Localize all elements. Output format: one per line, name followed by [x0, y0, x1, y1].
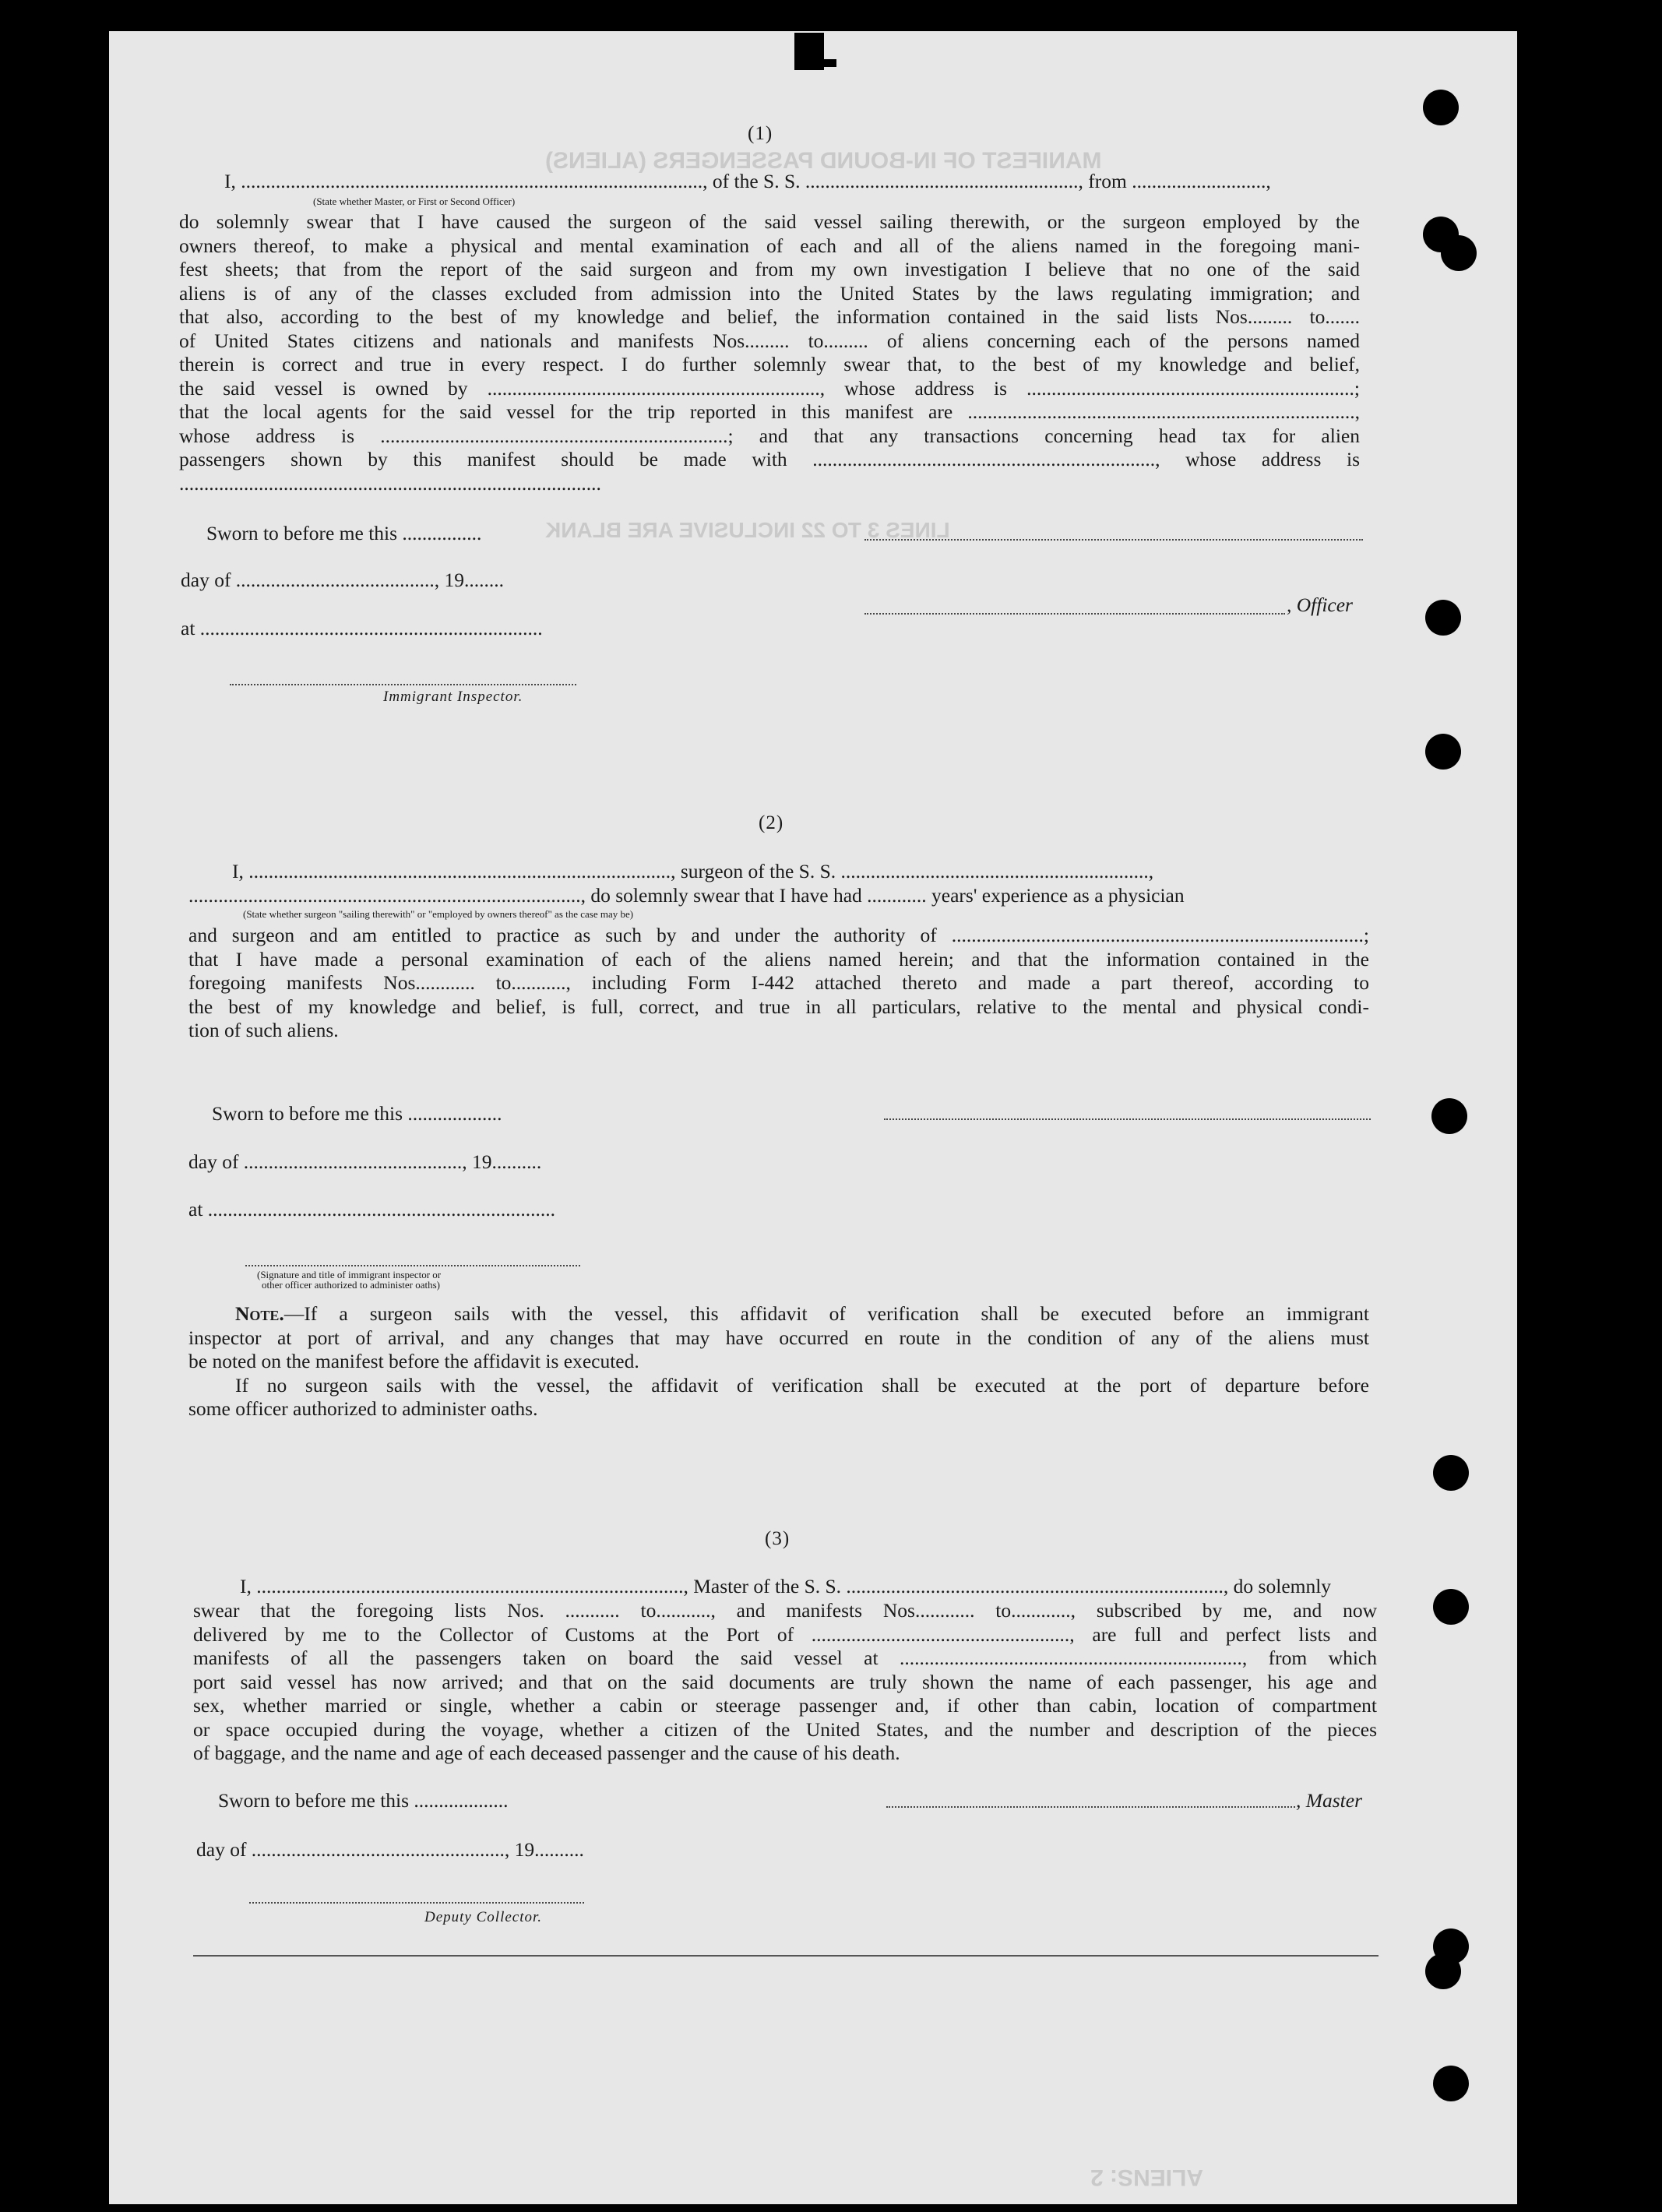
note-label: Note.: [235, 1302, 284, 1325]
text-line: port said vessel has now arrived; and that on the said documents are truly shown the name of each passenger, his age and: [193, 1670, 1377, 1693]
bottom-rule: [193, 1955, 1379, 1957]
master-label: , Master: [1296, 1789, 1362, 1812]
text-line: aliens is of any of the classes excluded from admission into the United States by the laws regulating immigration; and: [179, 281, 1360, 305]
sworn-line: Sworn to before me this ................: [206, 522, 482, 544]
section2-oath-text: [188, 924, 1369, 1043]
text-line: inspector at port of arrival, and any changes that may have occurred en route in the condition of any of the aliens must: [188, 1326, 1369, 1349]
oath-line: I, ....................................................................................., surgeon of the S. S. ..............................................................,: [232, 860, 1154, 882]
text-line: —If a surgeon sails with the vessel, this affidavit of verification shall be executed before an immigrant: [283, 1302, 1369, 1325]
bleed-through-text: MANIFEST OF IN-BOUND PASSENGERS (ALIENS): [545, 148, 1102, 174]
officer-label: , Officer: [1287, 594, 1353, 616]
section3-oath-text: [193, 1599, 1377, 1766]
oath-line: ..............................................................................., do solemnly swear that I have had ............ years' experience as a physician: [188, 884, 1185, 907]
text-line: whose address is ......................................................................; and that any transactions concerning head tax for alien: [179, 424, 1360, 447]
inspector-signature-line: [245, 1265, 580, 1266]
officer-signature-line: [864, 613, 1285, 615]
field-note: (State whether surgeon "sailing therewith" or "employed by owners thereof" as the case may be): [243, 908, 634, 920]
text-line: swear that the foregoing lists Nos. ........... to..........., and manifests Nos............ to............, subscribed by me, and now: [193, 1599, 1377, 1622]
manifest-back-page: [109, 31, 1517, 2204]
text-line: tion of such aliens.: [188, 1019, 339, 1041]
day-line: day of ..................................................., 19..........: [196, 1838, 584, 1861]
text-line: passengers shown by this manifest should be made with ....................................................................., whose address is: [179, 448, 1360, 470]
text-line: fest sheets; that from the report of the said surgeon and from my own investigation I believe that no one of the said: [179, 258, 1360, 280]
text-line: foregoing manifests Nos............ to..........., including Form I-442 attached thereto and made a part thereof, according to: [188, 971, 1369, 994]
oath-line: I, ............................................................................................., of the S. S. ......................................................., from ...........................,: [224, 170, 1271, 192]
text-line: or space occupied during the voyage, whether a citizen of the United States, and the number and description of the pieces: [193, 1717, 1377, 1741]
day-line: day of ........................................, 19........: [181, 569, 505, 591]
punch-hole: [1433, 2066, 1469, 2101]
text-line: do solemnly swear that I have caused the surgeon of the said vessel sailing therewith, or the surgeon employed by the: [179, 210, 1360, 233]
note-paragraph: [188, 1302, 1369, 1421]
signature-line: [864, 539, 1363, 541]
text-line: therein is correct and true in every respect. I do further solemnly swear that, to the best of my knowledge and belief,: [179, 353, 1360, 375]
punch-hole: [1425, 734, 1461, 770]
binding-mark: [794, 33, 824, 70]
text-line: be noted on the manifest before the affidavit is executed.: [188, 1350, 639, 1372]
punch-hole: [1433, 1455, 1469, 1491]
text-line: If no surgeon sails with the vessel, the affidavit of verification shall be executed at the port of departure before: [235, 1373, 1369, 1397]
punch-hole: [1425, 600, 1461, 636]
signature-note: (Signature and title of immigrant inspector or: [257, 1269, 442, 1280]
text-line: the best of my knowledge and belief, is full, correct, and true in all particulars, relative to the mental and physical condi-: [188, 995, 1369, 1018]
field-note: (State whether Master, or First or Second Officer): [313, 195, 516, 207]
text-line: owners thereof, to make a physical and mental examination of each and all of the aliens named in the foregoing mani-: [179, 234, 1360, 257]
text-line: the said vessel is owned by ..................................................................., whose address is ..................................................................;: [179, 376, 1360, 400]
text-line: of United States citizens and nationals and manifests Nos......... to......... of aliens concerning each of the persons named: [179, 329, 1360, 352]
binding-mark: [824, 59, 836, 67]
sworn-line: Sworn to before me this ...................: [218, 1789, 509, 1812]
oath-line: I, ......................................................................................, Master of the S. S. ............................................................................, do solemnly: [240, 1575, 1332, 1597]
text-line: sex, whether married or single, whether a cabin or steerage passenger and, if other than cabin, location of compartment: [193, 1694, 1377, 1717]
sworn-line: Sworn to before me this ...................: [212, 1102, 502, 1125]
bleed-through-text: LINES 3 TO 22 INCLUSIVE ARE BLANK: [545, 518, 950, 542]
punch-hole: [1431, 1098, 1467, 1134]
at-line: at .....................................................................: [181, 617, 543, 639]
day-line: day of ............................................, 19..........: [188, 1150, 542, 1173]
text-line: of baggage, and the name and age of each deceased passenger and the cause of his death.: [193, 1742, 900, 1764]
master-signature-line: [886, 1806, 1295, 1808]
section-number: (1): [748, 123, 773, 144]
collector-label: Deputy Collector.: [424, 1909, 543, 1925]
at-line: at ......................................................................: [188, 1198, 556, 1220]
text-line: and surgeon and am entitled to practice as such by and under the authority of ...................................................................................;: [188, 924, 1369, 946]
section-number: (3): [765, 1528, 791, 1549]
collector-signature-line: [249, 1902, 584, 1904]
text-line: some officer authorized to administer oaths.: [188, 1397, 538, 1420]
punch-hole: [1425, 1953, 1461, 1989]
page-stamp: ALIENS: 2: [1090, 2164, 1204, 2190]
text-line: that the local agents for the said vessel for the trip reported in this manifest are ..............................................................................,: [179, 400, 1360, 423]
punch-hole: [1423, 90, 1459, 125]
text-line: that also, according to the best of my knowledge and belief, the information contained in the said lists Nos......... to.......: [179, 305, 1360, 328]
punch-hole: [1433, 1589, 1469, 1625]
signature-note: other officer authorized to administer oaths): [262, 1279, 440, 1291]
text-line: manifests of all the passengers taken on board the said vessel at ....................................................................., from which: [193, 1647, 1377, 1669]
text-line: that I have made a personal examination of each of the aliens named herein; and that the information contained in the: [188, 947, 1369, 970]
signature-line: [884, 1118, 1371, 1120]
text-line: delivered by me to the Collector of Customs at the Port of ...................................................., are full and perfect lists and: [193, 1622, 1377, 1646]
inspector-label: Immigrant Inspector.: [383, 689, 523, 705]
punch-hole: [1441, 235, 1477, 271]
text-line: .....................................................................................: [179, 471, 601, 495]
section-number: (2): [759, 812, 784, 833]
section1-oath-text: [179, 210, 1360, 495]
